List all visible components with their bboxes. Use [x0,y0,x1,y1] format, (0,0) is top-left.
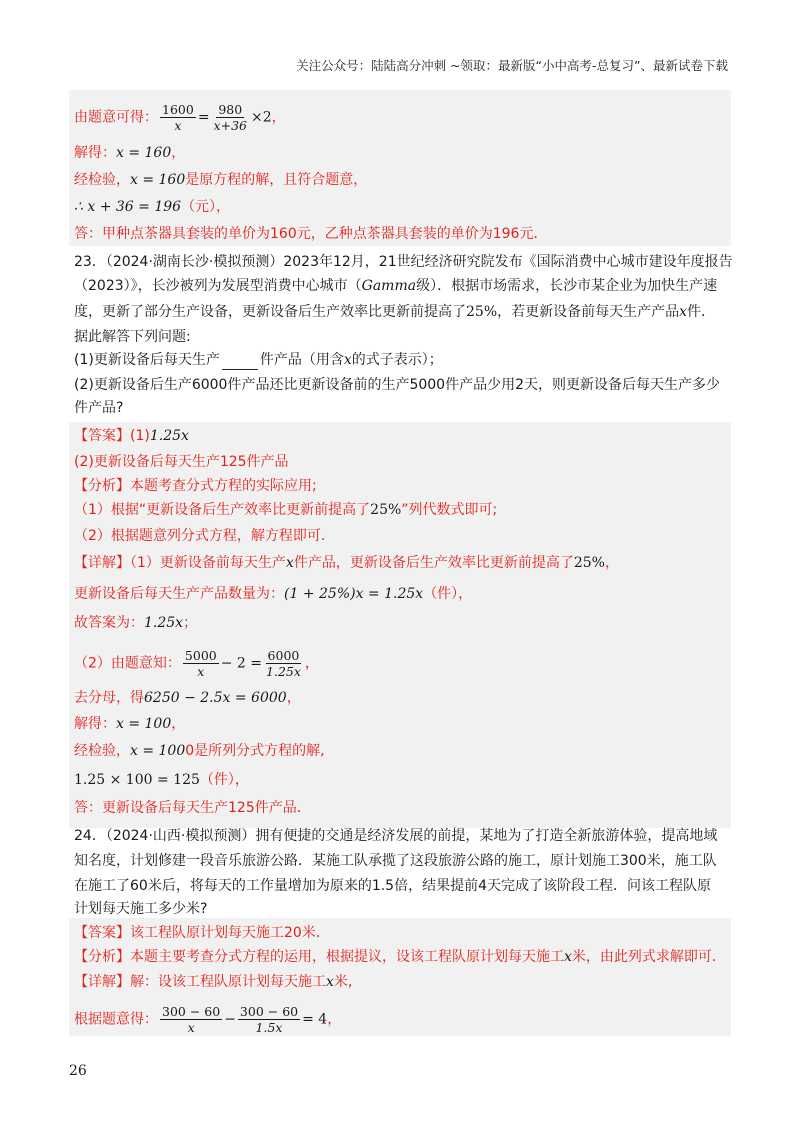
sol23-answer-1: 【答案】(1)1.25x [74,428,189,444]
fraction: $\frac{300 - 60}{x}$ [162,1004,221,1035]
sol22-answer: 答：甲种点茶器具套装的单价为160元，乙种点茶器具套装的单价为196元． [74,226,548,242]
sol23-detail-1: 【详解】（1）更新设备前每天生产x件产品，更新设备后生产效率比更新前提高了25%， [74,555,619,571]
sol23-detail-7: 经检验，x = 1000是所列分式方程的解, [74,743,325,759]
q23-part-2-cont: 件产品? [74,400,124,416]
page-header: 关注公众号：陆陆高分冲刺 ~领取：最新版“小中高考-总复习”、最新试卷下载 [296,58,728,73]
page-number: 26 [69,1063,87,1079]
sol23-detail-4: （2）由题意知： $\frac{5000}{x}$ − 2 = $\frac{6000}{1.25x}$ ， [74,648,319,679]
fraction: $\frac{980}{x+36}$ [213,102,247,133]
fraction: $\frac{5000}{x}$ [184,648,217,679]
q24-line-1: 24．（2024·山西·模拟预测）拥有便捷的交通是经济发展的前提，某地为了打造全新旅游体验，提高地域 [74,828,718,844]
sol23-analysis: 【分析】本题考查分式方程的实际应用; [74,478,317,494]
q24-line-4: 计划每天施工多少米? [74,901,208,917]
sol24-detail: 【详解】解：设该工程队原计划每天施工x米, [74,974,353,990]
q24-line-3: 在施工了60米后，将每天的工作量增加为原来的1.5倍，结果提前4天完成了该阶段工程．问该工程队原 [74,878,711,894]
fraction: $\frac{1600}{x}$ [162,102,194,133]
fraction: $\frac{6000}{1.25x}$ [266,648,301,679]
q23-line-3: 度，更新了部分生产设备，更新设备后生产效率比更新前提高了25%，若更新设备前每天生产产品x件． [74,304,716,320]
q23-part-2: (2)更新设备后生产6000件产品还比更新设备前的生产5000件产品少用2天，则更新设备后每天生产多少 [74,377,720,393]
q24-line-2: 知名度，计划修建一段音乐旅游公路．某施工队承揽了这段旅游公路的施工，原计划施工300米，施工队 [74,853,717,869]
sol23-detail-6: 解得：x = 100， [74,716,186,732]
sol23-analysis-2: （2）根据题意列分式方程，解方程即可. [74,528,326,544]
sol22-line-4: ∴ x + 36 = 196（元）， [74,199,231,215]
q23-line-2: （2023）》，长沙被列为发展型消费中心城市（Gamma级）．根据市场需求，长沙市某企业为加快生产速 [74,278,718,294]
sol24-answer: 【答案】该工程队原计划每天施工20米． [74,925,330,941]
q23-line-1: 23．（2024·湖南长沙·模拟预测）2023年12月，21世纪经济研究院发布《国际消费中心城市建设年度报告 [74,254,733,270]
sol23-detail-3: 故答案为：1.25x； [74,615,198,631]
q23-part-1: (1)更新设备后每天生产 件产品（用含x的式子表示）； [74,352,443,368]
sol23-detail-5: 去分母，得6250 − 2.5x = 6000， [74,690,301,706]
sol23-detail-2: 更新设备后每天生产产品数量为：(1 + 25%)x = 1.25x（件）， [74,586,473,602]
answer-blank [222,355,258,370]
sol24-analysis: 【分析】本题主要考查分式方程的运用，根据提议，设该工程队原计划每天施工x米，由此列式求解即可． [74,949,726,965]
fraction: $\frac{300 - 60}{1.5x}$ [239,1004,299,1035]
sol23-conclusion: 答：更新设备后每天生产125件产品． [74,800,311,816]
sol22-line-1: 由题意可得： $\frac{1600}{x}$ = $\frac{980}{x+36}$ ×2， [74,102,286,133]
sol23-detail-8: 1.25 × 100 = 125（件）， [74,772,249,788]
q23-line-4: 据此解答下列问题: [74,329,191,345]
sol22-line-2: 解得：x = 160， [74,145,186,161]
sol23-answer-2: (2)更新设备后每天生产125件产品 [74,454,289,470]
sol24-equation: 根据题意得： $\frac{300 - 60}{x}$ − $\frac{300 - 60}{1.5x}$ = 4， [74,1004,342,1035]
sol22-line-3: 经检验，x = 160是原方程的解，且符合题意， [74,172,368,188]
sol23-analysis-1: （1）根据“更新设备后生产效率比更新前提高了25%”列代数式即可; [74,502,498,518]
